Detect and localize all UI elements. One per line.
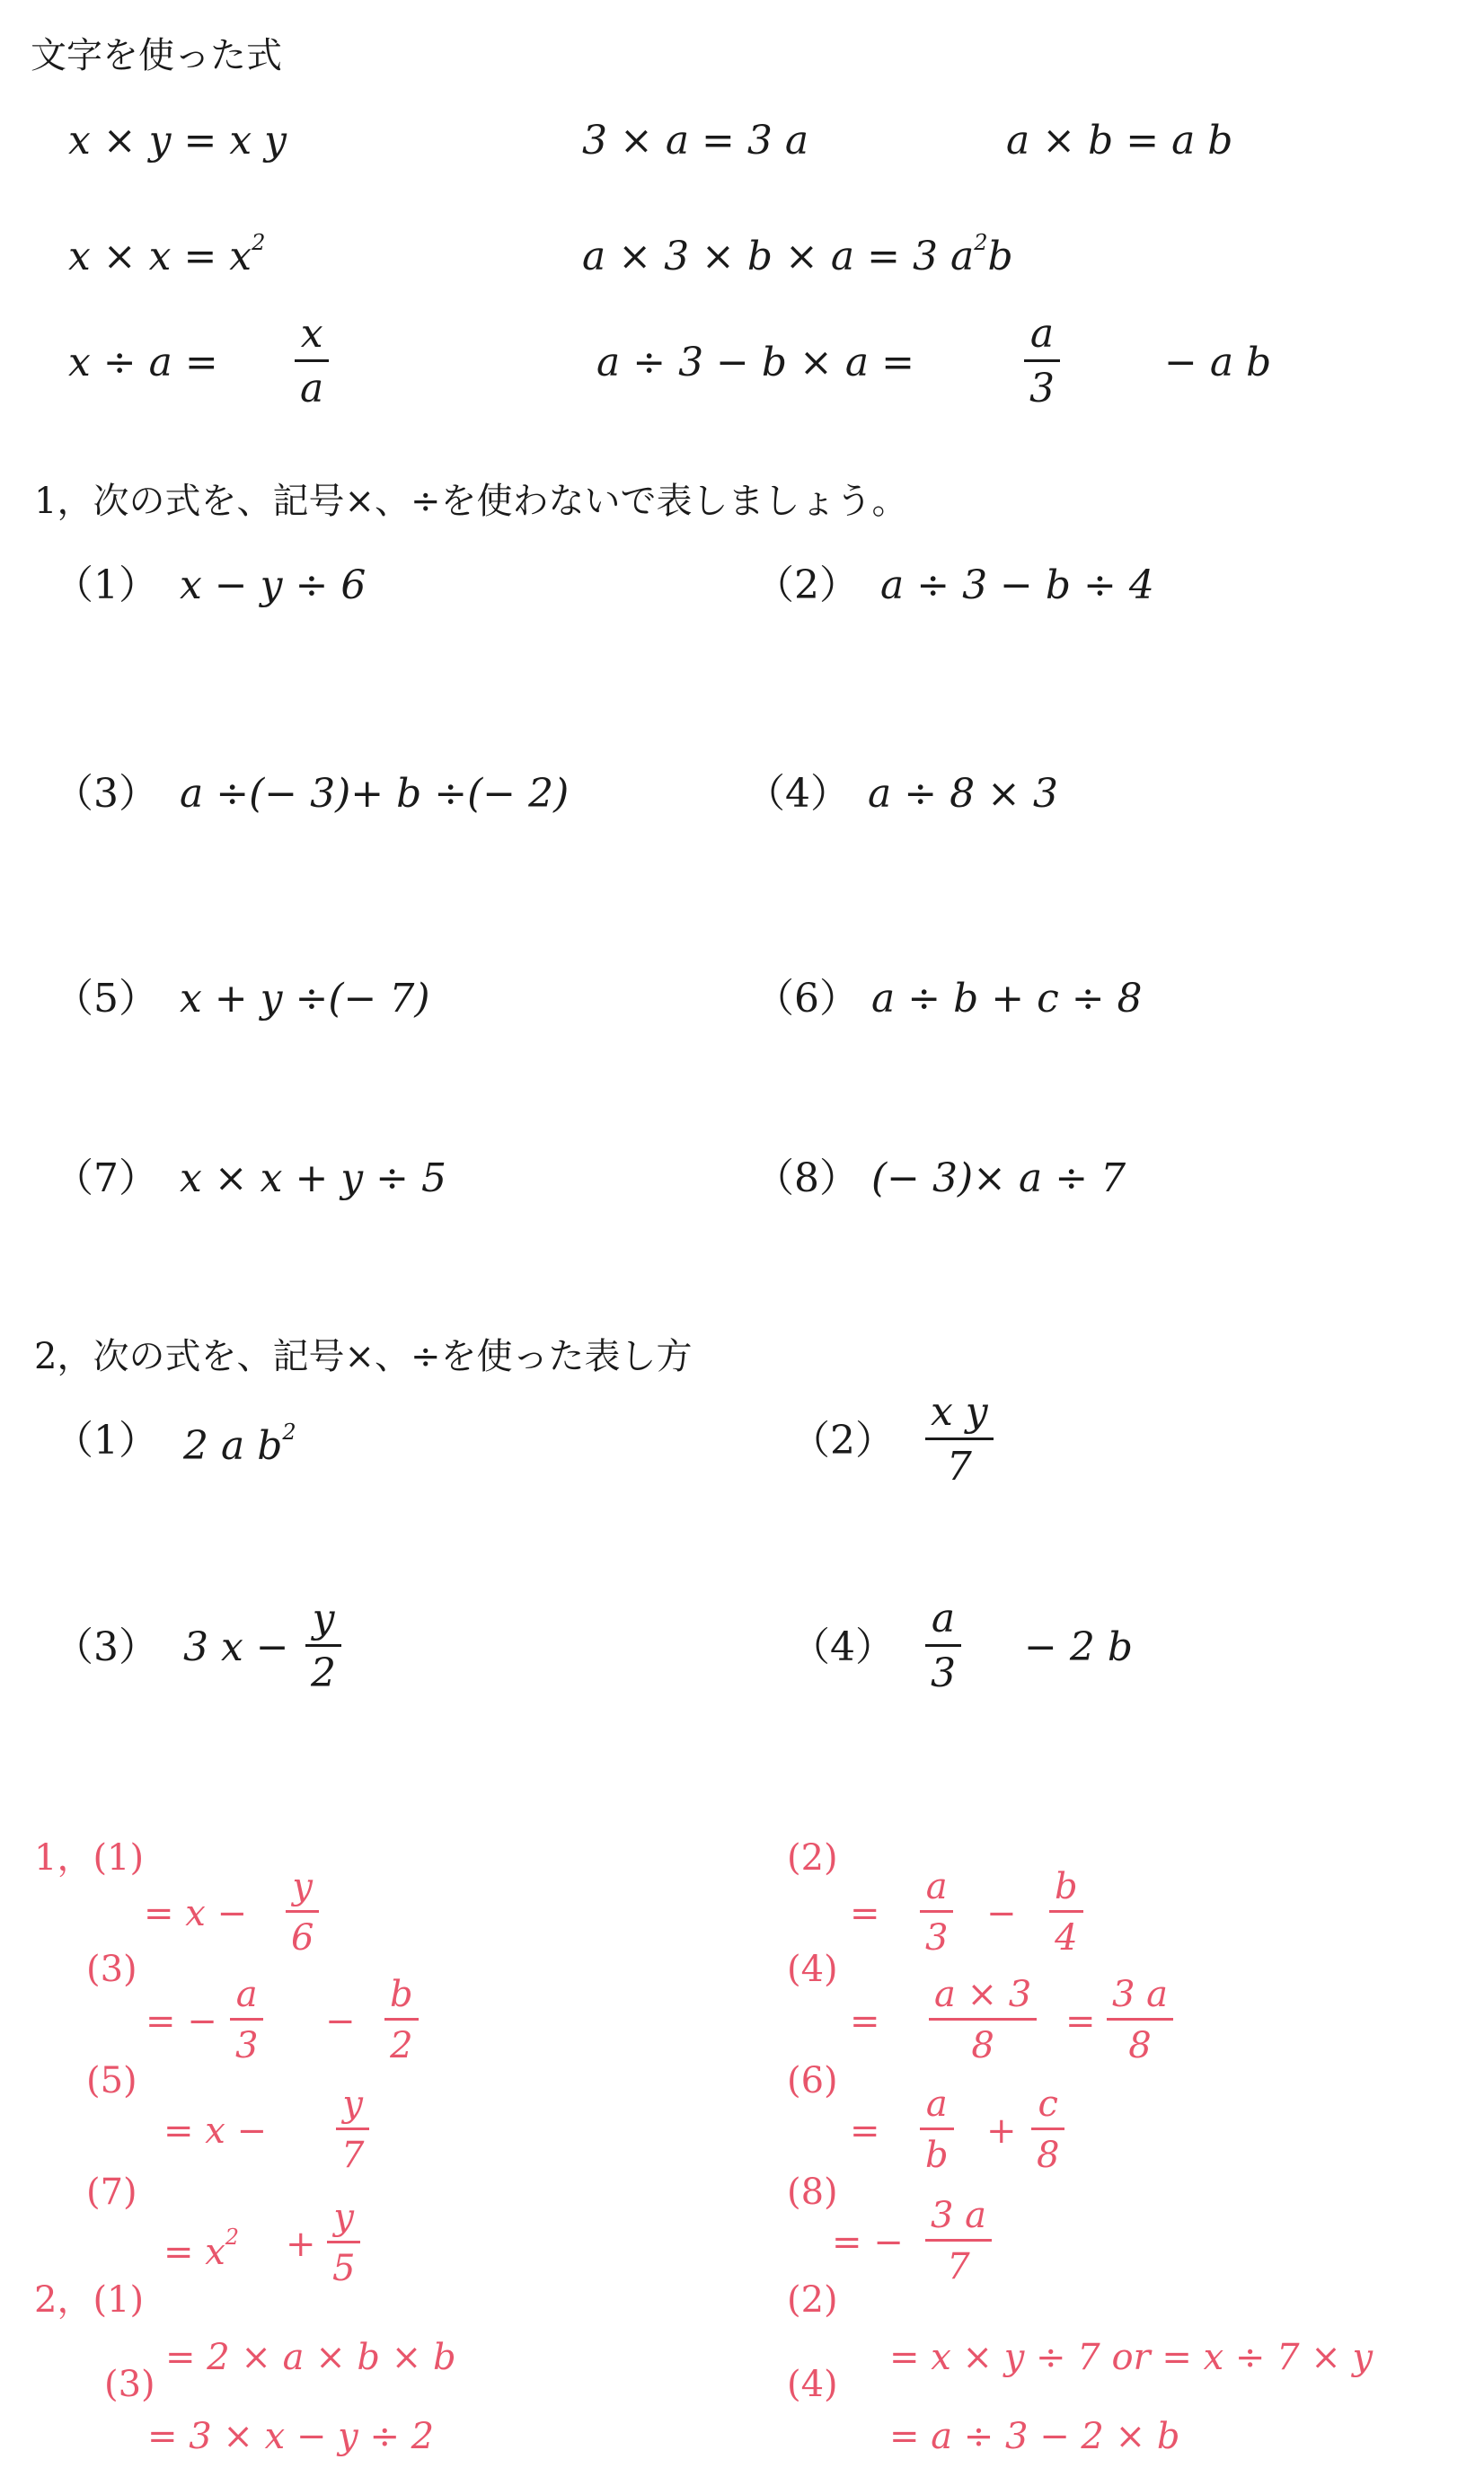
section1-heading: 1，次の式を、記号×、÷を使わないで表しましょう。 — [34, 481, 908, 522]
ans-1-4-fraction-b: $\frac{3 a}{8}$ — [1107, 1977, 1173, 2064]
example-2a: $x \times x = x^2$ — [68, 230, 266, 279]
page-title: 文字を使った式 — [31, 35, 282, 76]
s1-q2-number: （2） — [755, 562, 859, 608]
s1-q8-expr: (− 3)× a ÷ 7 — [871, 1155, 1126, 1201]
ans-1-8-pre: = − — [832, 2222, 904, 2263]
example-3b-right: − a b — [1164, 340, 1272, 385]
s2-q4-fraction: $\frac{a}{3}$ — [925, 1599, 961, 1694]
ans-1-3-mid: − — [325, 2001, 356, 2042]
s2-q2-number: （2） — [791, 1418, 895, 1464]
ans-1-3-pre: = − — [146, 2001, 217, 2042]
s1-q2-expr: a ÷ 3 − b ÷ 4 — [880, 562, 1154, 608]
example-3b-fraction: $\frac{a}{3}$ — [1024, 314, 1060, 409]
s2-q4-number: （4） — [791, 1624, 895, 1670]
ans-1-7-mid: + — [286, 2224, 316, 2265]
ans-1-4-pre: = — [850, 2001, 880, 2042]
ans-1-1-pre: = x − — [144, 1893, 248, 1934]
s2-q3-number: （3） — [54, 1624, 158, 1670]
s2-q3-pre: 3 x − — [183, 1624, 289, 1670]
s1-q7-number: （7） — [54, 1155, 158, 1201]
ans-2-2-expr: = x × y ÷ 7 or = x ÷ 7 × y — [889, 2337, 1374, 2378]
example-1a: x × y = x y — [68, 118, 287, 164]
ans-2-4-expr: = a ÷ 3 − 2 × b — [889, 2416, 1180, 2457]
s1-q8-number: （8） — [755, 1155, 859, 1201]
ans-1-2-fraction-a: $\frac{a}{3}$ — [920, 1869, 953, 1956]
ans-2-3-label: (3) — [104, 2364, 155, 2405]
s1-q4-number: （4） — [746, 771, 850, 817]
ans-1-1-fraction: $\frac{y}{6}$ — [286, 1869, 319, 1956]
s1-q6-expr: a ÷ b + c ÷ 8 — [871, 976, 1143, 1022]
ans-1-4-label: (4) — [787, 1949, 838, 1990]
example-3b-left: a ÷ 3 − b × a = — [596, 340, 914, 385]
s2-q3-fraction: $\frac{y}{2}$ — [305, 1599, 341, 1694]
ans-1-6-fraction-a: $\frac{a}{b}$ — [920, 2086, 954, 2173]
ans-2-3-expr: = 3 × x − y ÷ 2 — [147, 2416, 435, 2457]
ans-1-5-fraction: $\frac{y}{7}$ — [336, 2086, 369, 2173]
ans-1-6-label: (6) — [787, 2060, 838, 2101]
s1-q5-expr: x + y ÷(− 7) — [180, 976, 430, 1022]
ans-2-2-label: (2) — [787, 2279, 838, 2321]
s2-q4-post: − 2 b — [1024, 1624, 1133, 1670]
example-3a-left: x ÷ a = — [68, 340, 218, 385]
ans-1-4-mid: = — [1065, 2001, 1096, 2042]
example-3a-fraction: $\frac{x}{a}$ — [295, 314, 329, 409]
ans-2-1-expr: = 2 × a × b × b — [165, 2337, 456, 2378]
example-2b: a × 3 × b × a = 3 $a^2b$ — [582, 230, 1013, 279]
ans-1-5-pre: = x − — [163, 2110, 268, 2152]
ans-1-2-label: (2) — [787, 1837, 838, 1879]
s1-q1-expr: x − y ÷ 6 — [180, 562, 367, 608]
ans-1-3-fraction-a: $\frac{a}{3}$ — [230, 1977, 263, 2064]
ans-1-3-fraction-b: $\frac{b}{2}$ — [384, 1977, 419, 2064]
ans-1-5-label: (5) — [86, 2060, 137, 2101]
ans-1-1-label: 1，(1) — [34, 1837, 145, 1879]
s2-q2-fraction: $\frac{\text{x y}}{7}$ — [925, 1393, 994, 1487]
ans-1-7-pre: = $x^2$ — [163, 2225, 240, 2273]
s1-q6-number: （6） — [755, 976, 859, 1022]
ans-1-8-label: (8) — [787, 2172, 838, 2213]
s1-q4-expr: a ÷ 8 × 3 — [868, 771, 1058, 817]
ans-1-2-mid: − — [986, 1893, 1017, 1934]
s1-q3-number: （3） — [54, 771, 158, 817]
ans-2-4-label: (4) — [787, 2364, 838, 2405]
example-1b: 3 × a = 3 a — [582, 118, 809, 164]
ans-1-2-fraction-b: $\frac{b}{4}$ — [1049, 1869, 1083, 1956]
ans-1-2-pre: = — [850, 1893, 880, 1934]
ans-1-6-fraction-b: $\frac{c}{8}$ — [1031, 2086, 1064, 2173]
s1-q3-expr: a ÷(− 3)+ b ÷(− 2) — [180, 771, 570, 817]
ans-1-7-fraction: $\frac{y}{5}$ — [327, 2199, 360, 2287]
ans-1-3-label: (3) — [86, 1949, 137, 1990]
section2-heading: 2，次の式を、記号×、÷を使った表し方 — [34, 1336, 693, 1377]
ans-1-4-fraction-a: $\frac{a \times 3}{8}$ — [929, 1977, 1037, 2064]
ans-2-1-label: 2，(1) — [34, 2279, 145, 2321]
s1-q7-expr: x × x + y ÷ 5 — [180, 1155, 446, 1201]
ans-1-6-pre: = — [850, 2110, 880, 2152]
ans-1-6-mid: + — [986, 2110, 1017, 2152]
ans-1-7-label: (7) — [86, 2172, 137, 2213]
example-1c: a × b = a b — [1006, 118, 1233, 164]
s2-q1-number: （1） — [54, 1418, 158, 1464]
s1-q5-number: （5） — [54, 976, 158, 1022]
ans-1-8-fraction: $\frac{3 a}{7}$ — [925, 2198, 992, 2285]
s1-q1-number: （1） — [54, 562, 158, 608]
s2-q1-expr: 2 a $b^2$ — [183, 1420, 296, 1469]
